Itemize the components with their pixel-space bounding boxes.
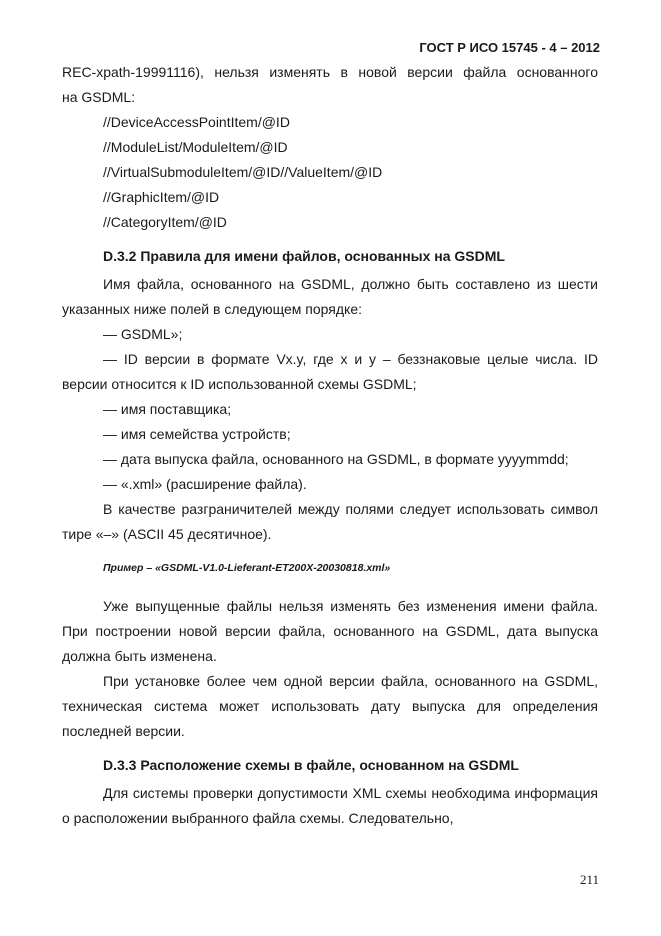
page-number: 211: [579, 872, 599, 887]
xpath-item: //ModuleList/ModuleItem/@ID: [103, 139, 288, 155]
page-body: [62, 60, 598, 831]
list-item: — GSDML»;: [103, 326, 183, 342]
paragraph: Имя файла, основанного на GSDML, должно быть составлено из шести указанных ниже полей в следующем порядке:: [62, 276, 598, 317]
xpath-item: //VirtualSubmoduleItem/@ID//ValueItem/@ID: [103, 164, 383, 180]
document-code-header: ГОСТ Р ИСО 15745 - 4 – 2012: [419, 40, 600, 55]
paragraph: Уже выпущенные файлы нельзя изменять без изменения имени файла. При построении новой версии файла, основанного на GSDML, дата выпуска должна быть изменена.: [62, 598, 598, 664]
xpath-item: //GraphicItem/@ID: [103, 189, 220, 205]
paragraph: Для системы проверки допустимости XML схемы необходима информация о расположении выбранного файла схемы. Следовательно,: [62, 785, 598, 826]
xpath-item: //DeviceAccessPointItem/@ID: [103, 114, 290, 130]
list-item: — ID версии в формате Vx.y, где x и y – беззнаковые целые числа. ID версии относится к ID использованной схемы GSDML;: [62, 351, 598, 392]
paragraph: При установке более чем одной версии файла, основанного на GSDML, техническая система может использовать дату выпуска для определения последней версии.: [62, 673, 598, 739]
list-item: — имя семейства устройств;: [103, 426, 291, 442]
example-note: Пример – «GSDML-V1.0-Lieferant-ET200X-20030818.xml»: [103, 562, 391, 574]
section-heading-d33: D.3.3 Расположение схемы в файле, основанном на GSDML: [103, 757, 519, 773]
intro-line-2: на GSDML:: [62, 89, 136, 105]
list-item: — имя поставщика;: [103, 401, 232, 417]
list-item: — дата выпуска файла, основанного на GSDML, в формате yyyymmdd;: [103, 451, 569, 467]
section-heading-d32: D.3.2 Правила для имени файлов, основанных на GSDML: [103, 248, 505, 264]
intro-line-1: REC-xpath-19991116), нельзя изменять в новой версии файла основанного: [62, 64, 598, 80]
list-item: — «.xml» (расширение файла).: [103, 476, 307, 492]
paragraph: В качестве разграничителей между полями следует использовать символ тире «–» (ASCII 45 десятичное).: [62, 501, 598, 542]
xpath-item: //CategoryItem/@ID: [103, 214, 227, 230]
